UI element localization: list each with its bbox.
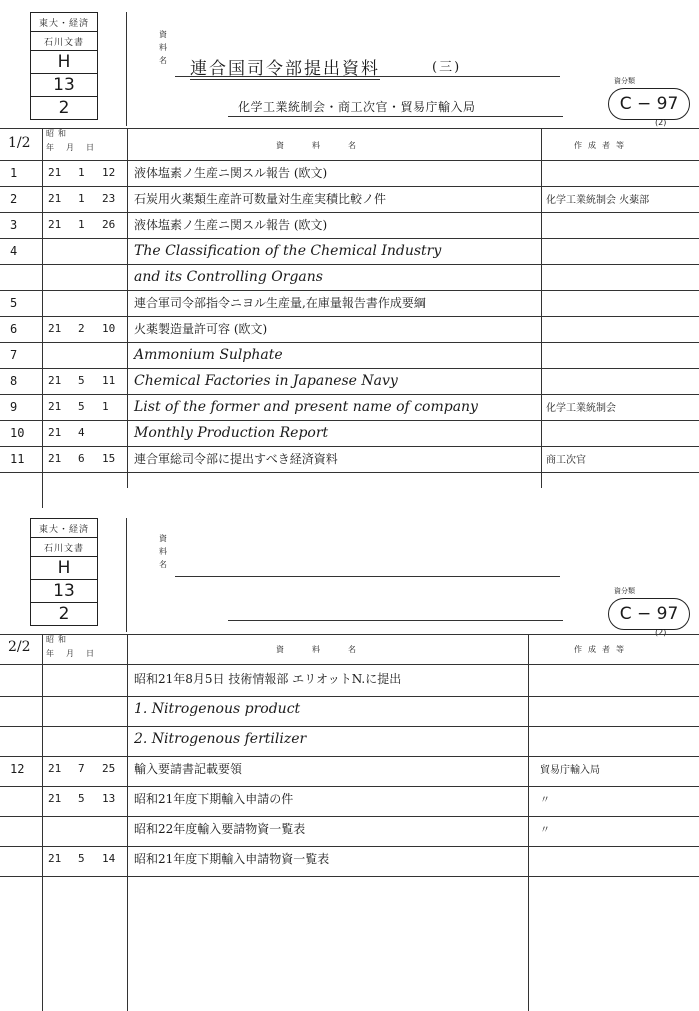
header-showa-1: 昭和 bbox=[46, 129, 70, 138]
row-day: 14 bbox=[102, 852, 116, 865]
row-number: 8 bbox=[10, 374, 18, 388]
row-author: 〃 bbox=[540, 825, 550, 836]
row-year: 21 bbox=[48, 218, 62, 231]
row-name: 液体塩素ノ生産ニ関スル報告 (欧文) bbox=[134, 218, 328, 232]
row-name: 2. Nitrogenous fertilizer bbox=[134, 731, 307, 747]
document-title-number: (三) bbox=[432, 60, 462, 75]
row-year: 21 bbox=[48, 400, 62, 413]
row-day: 25 bbox=[102, 762, 116, 775]
row-number: 12 bbox=[10, 762, 25, 776]
stamp-line3: H bbox=[31, 51, 97, 74]
archive-stamp-2 bbox=[30, 518, 98, 626]
row-author: 商工次官 bbox=[546, 455, 586, 466]
row-name: 連合軍司令部指令ニヨル生産量,在庫量報告書作成要綱 bbox=[134, 296, 426, 310]
row-name: 輸入要請書記載要領 bbox=[134, 762, 243, 776]
page-marker-1: 1/2 bbox=[8, 135, 31, 151]
row-number: 11 bbox=[10, 452, 25, 466]
row-name: 1. Nitrogenous product bbox=[134, 701, 301, 717]
row-number: 6 bbox=[10, 322, 18, 336]
row-year: 21 bbox=[48, 322, 62, 335]
row-year: 21 bbox=[48, 792, 62, 805]
stamp-line2: 石川文書 bbox=[31, 32, 97, 51]
stamp-line1: 東大・経済 bbox=[31, 13, 97, 32]
row-month: 1 bbox=[78, 218, 85, 231]
row-author: 化学工業統制会 bbox=[546, 403, 616, 414]
header-showa-2: 昭和 bbox=[46, 635, 70, 644]
row-number: 9 bbox=[10, 400, 18, 414]
row-number: 1 bbox=[10, 166, 18, 180]
stamp-line4: 13 bbox=[31, 580, 97, 603]
stamp-line4: 13 bbox=[31, 74, 97, 97]
row-day: 26 bbox=[102, 218, 116, 231]
row-name: 石炭用火薬類生産許可数量対生産実積比較ノ件 bbox=[134, 192, 387, 206]
row-year: 21 bbox=[48, 374, 62, 387]
row-name: 昭和21年度下期輸入申請物資一覧表 bbox=[134, 852, 330, 866]
row-name: 連合軍総司令部に提出すべき経済資料 bbox=[134, 452, 338, 466]
stamp-line1: 東大・経済 bbox=[31, 519, 97, 538]
row-month: 1 bbox=[78, 192, 85, 205]
row-number: 5 bbox=[10, 296, 18, 310]
row-number: 4 bbox=[10, 244, 18, 258]
stamp-line5: 2 bbox=[58, 604, 70, 624]
row-month: 7 bbox=[78, 762, 85, 775]
row-year: 21 bbox=[48, 166, 62, 179]
row-year: 21 bbox=[48, 762, 62, 775]
row-day: 13 bbox=[102, 792, 116, 805]
header-author-1: 作成者等 bbox=[574, 141, 630, 150]
classification-code-2: C − 97 bbox=[608, 598, 690, 630]
row-day: 12 bbox=[102, 166, 116, 179]
row-number: 7 bbox=[10, 348, 18, 362]
row-name: The Classification of the Chemical Industry bbox=[134, 243, 442, 259]
row-number: 10 bbox=[10, 426, 25, 440]
stamp-line3: H bbox=[31, 557, 97, 580]
header-author-2: 作成者等 bbox=[574, 645, 630, 654]
stamp-line5: 2 bbox=[58, 98, 70, 118]
row-month: 2 bbox=[78, 322, 85, 335]
row-name: Ammonium Sulphate bbox=[134, 347, 283, 363]
row-day: 11 bbox=[102, 374, 116, 387]
header-name-2: 資 料 名 bbox=[276, 645, 366, 654]
header-name-1: 資 料 名 bbox=[276, 141, 366, 150]
classification-code-1: C − 97 bbox=[608, 88, 690, 120]
row-name: 昭和21年度下期輸入申請の件 bbox=[134, 792, 294, 806]
row-day: 15 bbox=[102, 452, 116, 465]
row-number: 3 bbox=[10, 218, 18, 232]
row-month: 5 bbox=[78, 792, 85, 805]
code-label-1: 資分類 bbox=[614, 77, 635, 85]
stamp-line2: 石川文書 bbox=[31, 538, 97, 557]
row-year: 21 bbox=[48, 852, 62, 865]
row-author: 化学工業統制会 火薬部 bbox=[546, 195, 650, 206]
row-month: 5 bbox=[78, 374, 85, 387]
code-sup-1: (2) bbox=[655, 118, 667, 127]
shiryo-label-2: 資 料 名 bbox=[159, 534, 167, 569]
row-name: 昭和21年8月5日 技術情報部 エリオットN.に提出 bbox=[134, 672, 402, 686]
archive-stamp-1 bbox=[30, 12, 98, 120]
row-name: Monthly Production Report bbox=[134, 425, 329, 441]
row-name: 火薬製造量許可容 (欧文) bbox=[134, 322, 268, 336]
row-day: 23 bbox=[102, 192, 116, 205]
shiryo-label-1: 資 料 名 bbox=[159, 30, 167, 65]
row-number: 2 bbox=[10, 192, 18, 206]
row-day: 10 bbox=[102, 322, 116, 335]
row-name: and its Controlling Organs bbox=[134, 269, 323, 285]
row-month: 1 bbox=[78, 166, 85, 179]
row-year: 21 bbox=[48, 426, 62, 439]
header-date-2: 年 月 日 bbox=[46, 649, 96, 658]
row-name: List of the former and present name of company bbox=[134, 399, 478, 415]
row-year: 21 bbox=[48, 192, 62, 205]
row-name: Chemical Factories in Japanese Navy bbox=[134, 373, 398, 389]
row-day: 1 bbox=[102, 400, 109, 413]
row-name: 昭和22年度輸入要請物資一覧表 bbox=[134, 822, 306, 836]
page-marker-2: 2/2 bbox=[8, 639, 31, 655]
row-month: 5 bbox=[78, 852, 85, 865]
row-month: 6 bbox=[78, 452, 85, 465]
row-month: 4 bbox=[78, 426, 85, 439]
document-subtitle: 化学工業統制会・商工次官・貿易庁輸入局 bbox=[238, 100, 476, 114]
row-author: 貿易庁輸入局 bbox=[540, 765, 600, 776]
document-title: 連合国司令部提出資料 bbox=[190, 54, 380, 80]
code-sup-2: (2) bbox=[655, 628, 667, 637]
row-name: 液体塩素ノ生産ニ関スル報告 (欧文) bbox=[134, 166, 328, 180]
row-year: 21 bbox=[48, 452, 62, 465]
row-month: 5 bbox=[78, 400, 85, 413]
code-label-2: 資分類 bbox=[614, 587, 635, 595]
row-author: 〃 bbox=[540, 795, 550, 806]
header-date-1: 年 月 日 bbox=[46, 143, 96, 152]
